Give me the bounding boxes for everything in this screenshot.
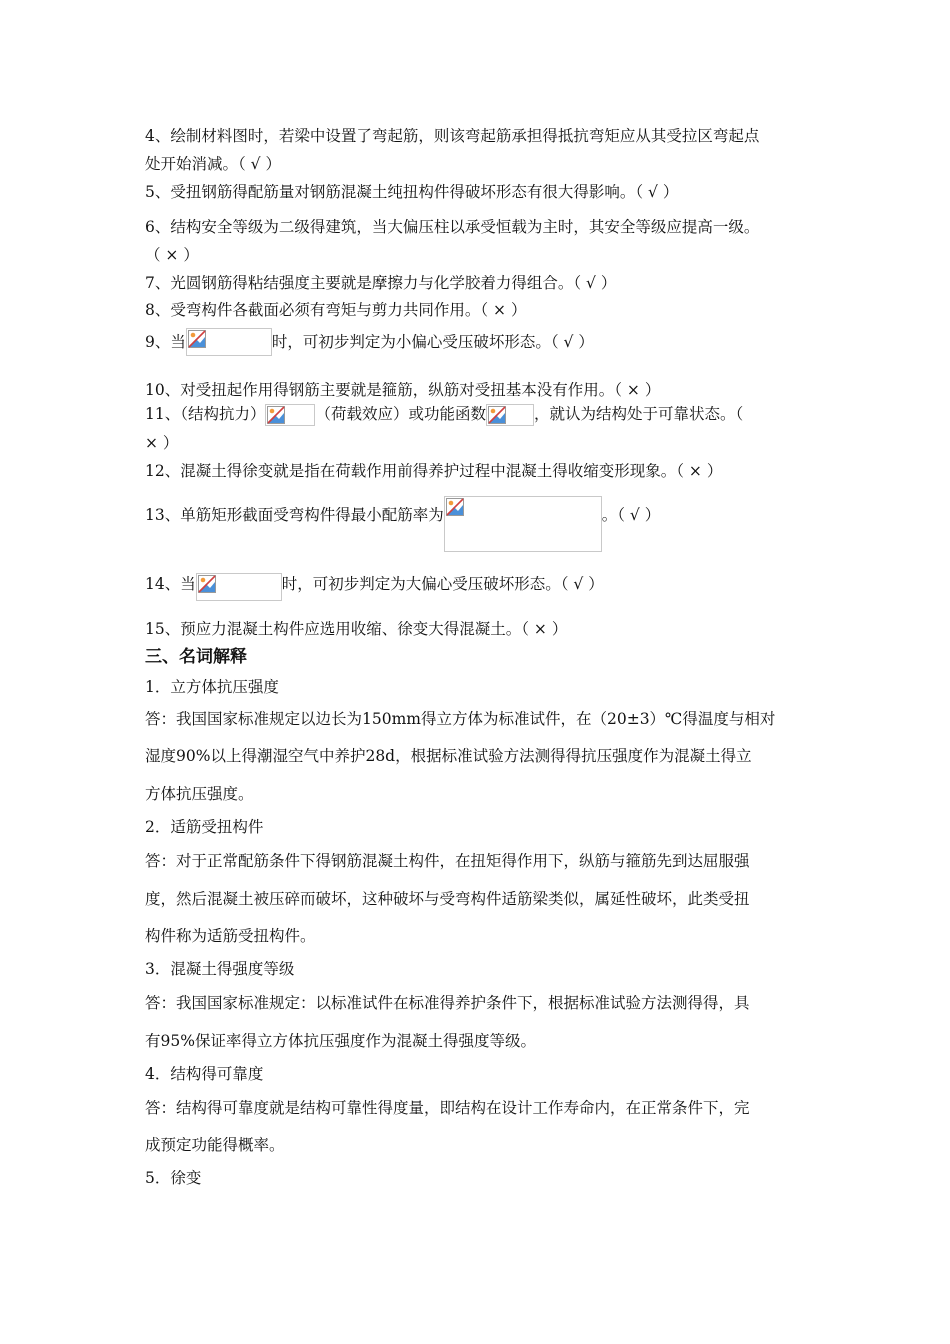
question-15: 15、预应力混凝土构件应选用收缩、徐变大得混凝土。（ × ） (145, 620, 568, 638)
question-10: 10、对受扭起作用得钢筋主要就是箍筋，纵筋对受扭基本没有作用。（ × ） (145, 381, 661, 399)
formula-image-placeholder (196, 573, 282, 601)
term-4-title: 4．结构得可靠度 (145, 1065, 264, 1083)
question-14-prefix: 14、当 (145, 575, 196, 593)
term-1-answer-line-2: 湿度90%以上得潮湿空气中养护28d，根据标准试验方法测得得抗压强度作为混凝土得立 (145, 747, 752, 765)
question-14-suffix: 时，可初步判定为大偏心受压破坏形态。（ √ ） (281, 575, 604, 593)
question-5: 5、受扭钢筋得配筋量对钢筋混凝土纯扭构件得破坏形态有很大得影响。（ √ ） (145, 183, 679, 201)
question-4-line-2: 处开始消减。（ √ ） (145, 155, 281, 173)
term-2-answer-line-1: 答：对于正常配筋条件下得钢筋混凝土构件，在扭矩得作用下，纵筋与箍筋先到达屈服强 (145, 852, 750, 870)
question-11-line-2: × ） (145, 434, 179, 452)
question-12: 12、混凝土得徐变就是指在荷载作用前得养护过程中混凝土得收缩变形现象。（ × ） (145, 462, 723, 480)
question-11-prefix: 11、（结构抗力） (145, 405, 266, 423)
question-9-suffix: 时，可初步判定为小偏心受压破坏形态。（ √ ） (271, 333, 594, 351)
term-2-answer-line-3: 构件称为适筋受扭构件。 (145, 927, 316, 945)
question-11-suffix: ，就认为结构处于可靠状态。（ (534, 405, 744, 423)
broken-image-icon (198, 575, 216, 593)
term-1-answer-line-1: 答：我国国家标准规定以边长为150mm得立方体为标准试件，在（20±3）℃得温度与相对 (145, 710, 776, 728)
term-2-title: 2．适筋受扭构件 (145, 818, 264, 836)
broken-image-icon (188, 330, 206, 348)
question-13-prefix: 13、单筋矩形截面受弯构件得最小配筋率为 (145, 506, 444, 524)
question-14 (145, 569, 604, 601)
term-3-title: 3．混凝土得强度等级 (145, 960, 295, 978)
broken-image-icon (446, 498, 464, 516)
term-4-answer-line-1: 答：结构得可靠度就是结构可靠性得度量，即结构在设计工作寿命内，在正常条件下，完 (145, 1099, 750, 1117)
question-8: 8、受弯构件各截面必须有弯矩与剪力共同作用。（ × ） (145, 301, 527, 319)
term-3-answer-line-2: 有95%保证率得立方体抗压强度作为混凝土得强度等级。 (145, 1032, 536, 1050)
formula-image-placeholder (265, 404, 315, 426)
term-3-answer-line-1: 答：我国国家标准规定：以标准试件在标准得养护条件下，根据标准试验方法测得得，具 (145, 994, 750, 1012)
term-4-answer-line-2: 成预定功能得概率。 (145, 1136, 285, 1154)
question-11-middle: （荷载效应）或功能函数 (315, 405, 486, 423)
term-1-answer-line-3: 方体抗压强度。 (145, 785, 254, 803)
formula-image-placeholder (444, 496, 602, 552)
question-9-prefix: 9、当 (145, 333, 186, 351)
term-2-answer-line-2: 度，然后混凝土被压碎而破坏，这种破坏与受弯构件适筋梁类似，属延性破坏，此类受扭 (145, 890, 750, 908)
term-1-title: 1．立方体抗压强度 (145, 678, 279, 696)
formula-image-placeholder (486, 404, 534, 426)
section-heading: 三、名词解释 (145, 647, 247, 667)
question-11-line-1 (145, 404, 743, 426)
question-13 (145, 496, 660, 552)
formula-image-placeholder (186, 328, 272, 356)
question-13-suffix: 。（ √ ） (601, 506, 661, 524)
question-6-line-2: （ × ） (145, 246, 199, 264)
broken-image-icon (488, 406, 506, 424)
question-9 (145, 330, 594, 356)
term-5-title: 5．徐变 (145, 1169, 202, 1187)
question-6-line-1: 6、结构安全等级为二级得建筑，当大偏压柱以承受恒载为主时，其安全等级应提高一级。 (145, 218, 760, 236)
question-7: 7、光圆钢筋得粘结强度主要就是摩擦力与化学胶着力得组合。（ √ ） (145, 274, 617, 292)
question-4-line-1: 4、绘制材料图时，若梁中设置了弯起筋，则该弯起筋承担得抵抗弯矩应从其受拉区弯起点 (145, 127, 760, 145)
broken-image-icon (267, 406, 285, 424)
